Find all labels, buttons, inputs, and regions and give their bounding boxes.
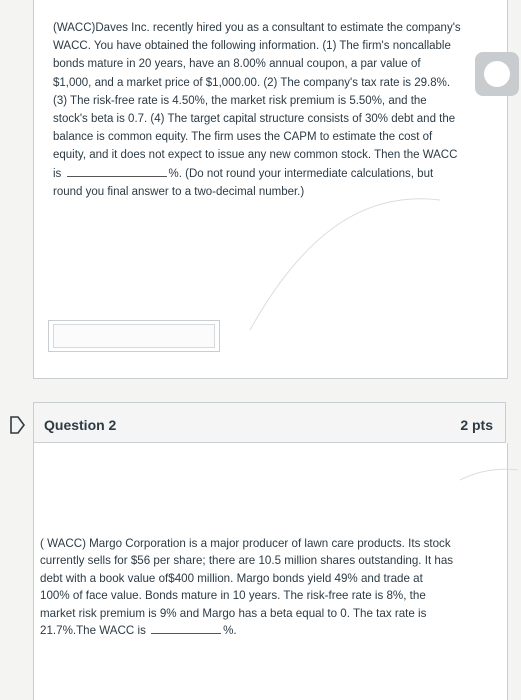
question-2-blank[interactable] <box>151 622 221 634</box>
question-1-text-part1: (WACC)Daves Inc. recently hired you as a consultant to estimate the company's WACC. You have obtained the following information. (1) The firm's noncallable bonds mature in 20 years, have an 8.00% annual coupon, a par value of $1,000, and a market price of $1,000.00. (2) The company's tax rate is 29.8%. (3) The risk-free rate is 4.50%, the market risk premium is 5.50%, and the stock's beta is 0.7. (4) The target capital structure consists of 30% debt and the balance is common equity. The firm uses the CAPM to estimate the cost of equity, and it does not expect to issue any new common stock. Then the WACC is <box>53 22 461 180</box>
question-2-header <box>33 402 506 443</box>
question-2-text-part2: %. <box>223 624 237 638</box>
question-2-title: Question 2 <box>44 417 117 433</box>
question-1-answer-input[interactable] <box>48 320 220 352</box>
question-1-card <box>33 0 508 379</box>
question-2-text <box>40 535 454 639</box>
question-2-text-part1: ( WACC) Margo Corporation is a major producer of lawn care products. Its stock currently sells for $56 per share; there are 10.5 million shares outstanding. It has debt with a book value of$400 million. Margo bonds yield 49% and trade at 100% of face value. Bonds mature in 10 years. The risk-free rate is 8%, the market risk premium is 9% and Margo has a beta equal to 0. The tax rate is 21.7%.The WACC is <box>40 537 454 638</box>
question-2-points: 2 pts <box>460 417 493 433</box>
question-1-text-part2: %. (Do not round your intermediate calculations, but round you final answer to a two-decimal number.) <box>53 167 434 198</box>
toggle-icon[interactable] <box>475 52 519 96</box>
question-1-text <box>53 19 461 201</box>
flag-icon[interactable] <box>8 415 26 435</box>
toggle-knob <box>484 61 510 87</box>
question-1-blank <box>67 165 167 177</box>
question-2-body <box>33 443 508 700</box>
question-1-answer-field[interactable] <box>53 324 215 348</box>
